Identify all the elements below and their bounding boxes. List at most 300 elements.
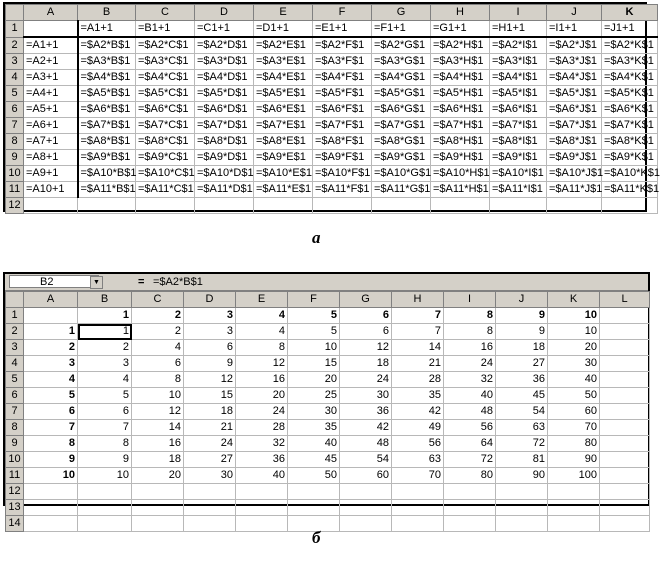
cell-h6[interactable]: 35 (392, 388, 444, 404)
cell-i1[interactable]: 8 (444, 308, 496, 324)
cell-d10[interactable]: 27 (184, 452, 236, 468)
column-header-h[interactable]: H (392, 292, 444, 308)
cell-a10[interactable]: 9 (24, 452, 78, 468)
cell-i12[interactable] (490, 198, 547, 214)
row-header-7[interactable]: 7 (6, 118, 24, 134)
column-header-b[interactable]: B (78, 5, 136, 21)
cell-k3[interactable]: 20 (548, 340, 600, 356)
cell-h13[interactable] (392, 500, 444, 516)
row-header-14[interactable]: 14 (6, 516, 24, 532)
row-header-2[interactable]: 2 (6, 37, 24, 54)
cell-f11[interactable]: =$A11*F$1 (313, 182, 372, 198)
cell-f8[interactable]: 35 (288, 420, 340, 436)
cell-f10[interactable]: =$A10*F$1 (313, 166, 372, 182)
cell-k8[interactable]: =$A8*K$1 (602, 134, 658, 150)
row-header-5[interactable]: 5 (6, 372, 24, 388)
cell-h9[interactable]: 56 (392, 436, 444, 452)
cell-i5[interactable]: 32 (444, 372, 496, 388)
row-header-8[interactable]: 8 (6, 134, 24, 150)
cell-b2[interactable]: 1 (78, 324, 132, 340)
cell-a12[interactable] (24, 484, 78, 500)
cell-b10[interactable]: 9 (78, 452, 132, 468)
cell-i7[interactable]: =$A7*I$1 (490, 118, 547, 134)
column-header-e[interactable]: E (236, 292, 288, 308)
cell-a1[interactable] (24, 308, 78, 324)
column-header-f[interactable]: F (313, 5, 372, 21)
cell-b12[interactable] (78, 198, 136, 214)
cell-f1[interactable]: 5 (288, 308, 340, 324)
column-header-h[interactable]: H (431, 5, 490, 21)
cell-d2[interactable]: 3 (184, 324, 236, 340)
name-box[interactable] (9, 275, 99, 288)
cell-k5[interactable]: =$A5*K$1 (602, 86, 658, 102)
cell-e11[interactable]: =$A11*E$1 (254, 182, 313, 198)
cell-e2[interactable]: 4 (236, 324, 288, 340)
cell-j10[interactable]: =$A10*J$1 (547, 166, 602, 182)
cell-k14[interactable] (548, 516, 600, 532)
row-header-2[interactable]: 2 (6, 324, 24, 340)
cell-j1[interactable]: 9 (496, 308, 548, 324)
cell-a4[interactable]: =A3+1 (24, 70, 78, 86)
column-header-a[interactable]: A (24, 5, 78, 21)
cell-a12[interactable] (24, 198, 78, 214)
cell-b3[interactable]: =$A3*B$1 (78, 54, 136, 70)
cell-b8[interactable]: 7 (78, 420, 132, 436)
row-header-3[interactable]: 3 (6, 340, 24, 356)
cell-g1[interactable]: =F1+1 (372, 21, 431, 38)
cell-c1[interactable]: =B1+1 (136, 21, 195, 38)
column-header-k[interactable]: K (548, 292, 600, 308)
cell-b6[interactable]: =$A6*B$1 (78, 102, 136, 118)
formula-input[interactable]: =$A2*B$1 (153, 276, 203, 288)
cell-h2[interactable]: =$A2*H$1 (431, 37, 490, 54)
cell-a5[interactable]: =A4+1 (24, 86, 78, 102)
cell-a7[interactable]: 6 (24, 404, 78, 420)
cell-i11[interactable]: =$A11*I$1 (490, 182, 547, 198)
cell-f13[interactable] (288, 500, 340, 516)
cell-k2[interactable]: =$A2*K$1 (602, 37, 658, 54)
cell-k4[interactable]: =$A4*K$1 (602, 70, 658, 86)
formula-equals-button[interactable]: = (138, 276, 145, 288)
cell-j8[interactable]: =$A8*J$1 (547, 134, 602, 150)
row-header-9[interactable]: 9 (6, 436, 24, 452)
cell-d1[interactable]: 3 (184, 308, 236, 324)
cell-c2[interactable]: 2 (132, 324, 184, 340)
cell-c5[interactable]: =$A5*C$1 (136, 86, 195, 102)
cell-e5[interactable]: 16 (236, 372, 288, 388)
cell-g6[interactable]: =$A6*G$1 (372, 102, 431, 118)
row-header-7[interactable]: 7 (6, 404, 24, 420)
cell-l11[interactable] (600, 468, 650, 484)
cell-g3[interactable]: 12 (340, 340, 392, 356)
cell-c1[interactable]: 2 (132, 308, 184, 324)
cell-c8[interactable]: =$A8*C$1 (136, 134, 195, 150)
cell-e12[interactable] (236, 484, 288, 500)
cell-k8[interactable]: 70 (548, 420, 600, 436)
cell-k11[interactable]: =$A11*K$1 (602, 182, 658, 198)
cell-c6[interactable]: =$A6*C$1 (136, 102, 195, 118)
row-header-6[interactable]: 6 (6, 102, 24, 118)
cell-c11[interactable]: =$A11*C$1 (136, 182, 195, 198)
cell-l1[interactable] (600, 308, 650, 324)
cell-h2[interactable]: 7 (392, 324, 444, 340)
cell-g1[interactable]: 6 (340, 308, 392, 324)
cell-d9[interactable]: =$A9*D$1 (195, 150, 254, 166)
cell-a2[interactable]: =A1+1 (24, 37, 78, 54)
cell-e10[interactable]: 36 (236, 452, 288, 468)
chevron-down-icon[interactable]: ▼ (90, 276, 103, 289)
cell-d8[interactable]: =$A8*D$1 (195, 134, 254, 150)
row-header-9[interactable]: 9 (6, 150, 24, 166)
cell-g3[interactable]: =$A3*G$1 (372, 54, 431, 70)
column-header-l[interactable]: L (600, 292, 650, 308)
cell-d8[interactable]: 21 (184, 420, 236, 436)
cell-d11[interactable]: 30 (184, 468, 236, 484)
cell-g11[interactable]: 60 (340, 468, 392, 484)
cell-k12[interactable] (548, 484, 600, 500)
cell-l8[interactable] (600, 420, 650, 436)
cell-d3[interactable]: 6 (184, 340, 236, 356)
column-header-d[interactable]: D (184, 292, 236, 308)
cell-d5[interactable]: 12 (184, 372, 236, 388)
row-header-12[interactable]: 12 (6, 484, 24, 500)
cell-i8[interactable]: =$A8*I$1 (490, 134, 547, 150)
cell-b11[interactable]: 10 (78, 468, 132, 484)
cell-e14[interactable] (236, 516, 288, 532)
cell-e9[interactable]: =$A9*E$1 (254, 150, 313, 166)
cell-e3[interactable]: =$A3*E$1 (254, 54, 313, 70)
cell-f4[interactable]: =$A4*F$1 (313, 70, 372, 86)
row-header-3[interactable]: 3 (6, 54, 24, 70)
cell-i5[interactable]: =$A5*I$1 (490, 86, 547, 102)
cell-d7[interactable]: =$A7*D$1 (195, 118, 254, 134)
cell-i2[interactable]: 8 (444, 324, 496, 340)
column-header-g[interactable]: G (340, 292, 392, 308)
cell-b5[interactable]: =$A5*B$1 (78, 86, 136, 102)
cell-e2[interactable]: =$A2*E$1 (254, 37, 313, 54)
cell-j13[interactable] (496, 500, 548, 516)
cell-a3[interactable]: =A2+1 (24, 54, 78, 70)
cell-a5[interactable]: 4 (24, 372, 78, 388)
cell-a9[interactable]: =A8+1 (24, 150, 78, 166)
cell-b9[interactable]: =$A9*B$1 (78, 150, 136, 166)
cell-k7[interactable]: 60 (548, 404, 600, 420)
cell-i8[interactable]: 56 (444, 420, 496, 436)
column-header-d[interactable]: D (195, 5, 254, 21)
cell-a8[interactable]: =A7+1 (24, 134, 78, 150)
cell-i9[interactable]: =$A9*I$1 (490, 150, 547, 166)
cell-k1[interactable]: 10 (548, 308, 600, 324)
cell-e1[interactable]: 4 (236, 308, 288, 324)
cell-c14[interactable] (132, 516, 184, 532)
cell-j4[interactable]: =$A4*J$1 (547, 70, 602, 86)
column-header-i[interactable]: I (444, 292, 496, 308)
row-header-11[interactable]: 11 (6, 468, 24, 484)
cell-l5[interactable] (600, 372, 650, 388)
cell-b3[interactable]: 2 (78, 340, 132, 356)
cell-j9[interactable]: 72 (496, 436, 548, 452)
column-header-b[interactable]: B (78, 292, 132, 308)
column-header-e[interactable]: E (254, 5, 313, 21)
column-header-j[interactable]: J (496, 292, 548, 308)
cell-f12[interactable] (288, 484, 340, 500)
cell-d7[interactable]: 18 (184, 404, 236, 420)
cell-b2[interactable]: =$A2*B$1 (78, 37, 136, 54)
cell-g12[interactable] (372, 198, 431, 214)
cell-c3[interactable]: 4 (132, 340, 184, 356)
cell-g2[interactable]: =$A2*G$1 (372, 37, 431, 54)
cell-k5[interactable]: 40 (548, 372, 600, 388)
cell-a13[interactable] (24, 500, 78, 516)
column-header-c[interactable]: C (136, 5, 195, 21)
cell-a7[interactable]: =A6+1 (24, 118, 78, 134)
cell-a10[interactable]: =A9+1 (24, 166, 78, 182)
cell-e4[interactable]: =$A4*E$1 (254, 70, 313, 86)
cell-j12[interactable] (496, 484, 548, 500)
cell-h5[interactable]: =$A5*H$1 (431, 86, 490, 102)
cell-k9[interactable]: =$A9*K$1 (602, 150, 658, 166)
cell-e5[interactable]: =$A5*E$1 (254, 86, 313, 102)
cell-h7[interactable]: =$A7*H$1 (431, 118, 490, 134)
cell-c7[interactable]: =$A7*C$1 (136, 118, 195, 134)
cell-g10[interactable]: =$A10*G$1 (372, 166, 431, 182)
cell-k6[interactable]: =$A6*K$1 (602, 102, 658, 118)
cell-h4[interactable]: =$A4*H$1 (431, 70, 490, 86)
cell-h10[interactable]: 63 (392, 452, 444, 468)
cell-g7[interactable]: =$A7*G$1 (372, 118, 431, 134)
cell-a1[interactable] (24, 21, 78, 38)
cell-i6[interactable]: =$A6*I$1 (490, 102, 547, 118)
cell-a6[interactable]: =A5+1 (24, 102, 78, 118)
select-all-corner[interactable] (6, 5, 24, 21)
cell-g9[interactable]: =$A9*G$1 (372, 150, 431, 166)
cell-f11[interactable]: 50 (288, 468, 340, 484)
cell-f2[interactable]: 5 (288, 324, 340, 340)
column-header-j[interactable]: J (547, 5, 602, 21)
cell-b11[interactable]: =$A11*B$1 (78, 182, 136, 198)
cell-c5[interactable]: 8 (132, 372, 184, 388)
cell-j8[interactable]: 63 (496, 420, 548, 436)
cell-f6[interactable]: 25 (288, 388, 340, 404)
row-header-13[interactable]: 13 (6, 500, 24, 516)
select-all-corner[interactable] (6, 292, 24, 308)
cell-d4[interactable]: 9 (184, 356, 236, 372)
column-header-k[interactable]: K (602, 5, 658, 21)
cell-f3[interactable]: 10 (288, 340, 340, 356)
cell-i6[interactable]: 40 (444, 388, 496, 404)
cell-l14[interactable] (600, 516, 650, 532)
cell-c9[interactable]: =$A9*C$1 (136, 150, 195, 166)
cell-h9[interactable]: =$A9*H$1 (431, 150, 490, 166)
cell-l12[interactable] (600, 484, 650, 500)
cell-g5[interactable]: =$A5*G$1 (372, 86, 431, 102)
column-header-f[interactable]: F (288, 292, 340, 308)
cell-h8[interactable]: =$A8*H$1 (431, 134, 490, 150)
cell-a8[interactable]: 7 (24, 420, 78, 436)
cell-e9[interactable]: 32 (236, 436, 288, 452)
cell-g6[interactable]: 30 (340, 388, 392, 404)
cell-j7[interactable]: =$A7*J$1 (547, 118, 602, 134)
cell-j5[interactable]: =$A5*J$1 (547, 86, 602, 102)
cell-d4[interactable]: =$A4*D$1 (195, 70, 254, 86)
cell-e8[interactable]: 28 (236, 420, 288, 436)
cell-j3[interactable]: 18 (496, 340, 548, 356)
cell-i3[interactable]: =$A3*I$1 (490, 54, 547, 70)
column-header-a[interactable]: A (24, 292, 78, 308)
cell-c9[interactable]: 16 (132, 436, 184, 452)
cell-e6[interactable]: 20 (236, 388, 288, 404)
cell-i10[interactable]: 72 (444, 452, 496, 468)
cell-b4[interactable]: 3 (78, 356, 132, 372)
cell-j14[interactable] (496, 516, 548, 532)
cell-e13[interactable] (236, 500, 288, 516)
cell-h12[interactable] (431, 198, 490, 214)
cell-c7[interactable]: 12 (132, 404, 184, 420)
cell-d2[interactable]: =$A2*D$1 (195, 37, 254, 54)
cell-g4[interactable]: =$A4*G$1 (372, 70, 431, 86)
cell-b4[interactable]: =$A4*B$1 (78, 70, 136, 86)
cell-f6[interactable]: =$A6*F$1 (313, 102, 372, 118)
cell-d11[interactable]: =$A11*D$1 (195, 182, 254, 198)
cell-b10[interactable]: =$A10*B$1 (78, 166, 136, 182)
cell-f4[interactable]: 15 (288, 356, 340, 372)
cell-g14[interactable] (340, 516, 392, 532)
cell-l7[interactable] (600, 404, 650, 420)
cell-f7[interactable]: 30 (288, 404, 340, 420)
cell-l4[interactable] (600, 356, 650, 372)
cell-j2[interactable]: =$A2*J$1 (547, 37, 602, 54)
cell-b7[interactable]: 6 (78, 404, 132, 420)
cell-g5[interactable]: 24 (340, 372, 392, 388)
cell-j11[interactable]: =$A11*J$1 (547, 182, 602, 198)
cell-h3[interactable]: 14 (392, 340, 444, 356)
cell-a6[interactable]: 5 (24, 388, 78, 404)
cell-f2[interactable]: =$A2*F$1 (313, 37, 372, 54)
cell-j4[interactable]: 27 (496, 356, 548, 372)
cell-l2[interactable] (600, 324, 650, 340)
column-header-c[interactable]: C (132, 292, 184, 308)
cell-j10[interactable]: 81 (496, 452, 548, 468)
cell-j2[interactable]: 9 (496, 324, 548, 340)
cell-l9[interactable] (600, 436, 650, 452)
cell-d10[interactable]: =$A10*D$1 (195, 166, 254, 182)
row-header-1[interactable]: 1 (6, 21, 24, 38)
cell-e1[interactable]: =D1+1 (254, 21, 313, 38)
cell-e11[interactable]: 40 (236, 468, 288, 484)
cell-k1[interactable]: =J1+1 (602, 21, 658, 38)
cell-c4[interactable]: =$A4*C$1 (136, 70, 195, 86)
cell-c4[interactable]: 6 (132, 356, 184, 372)
cell-g2[interactable]: 6 (340, 324, 392, 340)
cell-h12[interactable] (392, 484, 444, 500)
cell-f9[interactable]: =$A9*F$1 (313, 150, 372, 166)
row-header-12[interactable]: 12 (6, 198, 24, 214)
cell-e12[interactable] (254, 198, 313, 214)
cell-j6[interactable]: 45 (496, 388, 548, 404)
cell-g9[interactable]: 48 (340, 436, 392, 452)
cell-h1[interactable]: 7 (392, 308, 444, 324)
cell-d14[interactable] (184, 516, 236, 532)
cell-e3[interactable]: 8 (236, 340, 288, 356)
cell-a11[interactable]: =A10+1 (24, 182, 78, 198)
cell-k10[interactable]: 90 (548, 452, 600, 468)
cell-h7[interactable]: 42 (392, 404, 444, 420)
cell-k7[interactable]: =$A7*K$1 (602, 118, 658, 134)
cell-k3[interactable]: =$A3*K$1 (602, 54, 658, 70)
cell-j5[interactable]: 36 (496, 372, 548, 388)
cell-b1[interactable]: =A1+1 (78, 21, 136, 38)
cell-f7[interactable]: =$A7*F$1 (313, 118, 372, 134)
cell-d3[interactable]: =$A3*D$1 (195, 54, 254, 70)
cell-a4[interactable]: 3 (24, 356, 78, 372)
cell-i3[interactable]: 16 (444, 340, 496, 356)
cell-k9[interactable]: 80 (548, 436, 600, 452)
cell-h11[interactable]: =$A11*H$1 (431, 182, 490, 198)
cell-i14[interactable] (444, 516, 496, 532)
cell-i11[interactable]: 80 (444, 468, 496, 484)
column-header-g[interactable]: G (372, 5, 431, 21)
cell-i9[interactable]: 64 (444, 436, 496, 452)
cell-j7[interactable]: 54 (496, 404, 548, 420)
cell-k11[interactable]: 100 (548, 468, 600, 484)
cell-f1[interactable]: =E1+1 (313, 21, 372, 38)
cell-k2[interactable]: 10 (548, 324, 600, 340)
cell-e10[interactable]: =$A10*E$1 (254, 166, 313, 182)
row-header-4[interactable]: 4 (6, 356, 24, 372)
cell-e6[interactable]: =$A6*E$1 (254, 102, 313, 118)
cell-l3[interactable] (600, 340, 650, 356)
cell-k13[interactable] (548, 500, 600, 516)
cell-l10[interactable] (600, 452, 650, 468)
cell-i12[interactable] (444, 484, 496, 500)
row-header-1[interactable]: 1 (6, 308, 24, 324)
cell-i4[interactable]: =$A4*I$1 (490, 70, 547, 86)
cell-k4[interactable]: 30 (548, 356, 600, 372)
row-header-6[interactable]: 6 (6, 388, 24, 404)
cell-c8[interactable]: 14 (132, 420, 184, 436)
cell-f12[interactable] (313, 198, 372, 214)
cell-d6[interactable]: 15 (184, 388, 236, 404)
cell-f5[interactable]: 20 (288, 372, 340, 388)
cell-h8[interactable]: 49 (392, 420, 444, 436)
cell-c13[interactable] (132, 500, 184, 516)
cell-b9[interactable]: 8 (78, 436, 132, 452)
cell-b5[interactable]: 4 (78, 372, 132, 388)
cell-h1[interactable]: =G1+1 (431, 21, 490, 38)
cell-h10[interactable]: =$A10*H$1 (431, 166, 490, 182)
cell-d12[interactable] (195, 198, 254, 214)
cell-c12[interactable] (132, 484, 184, 500)
cell-e4[interactable]: 12 (236, 356, 288, 372)
cell-d6[interactable]: =$A6*D$1 (195, 102, 254, 118)
cell-h3[interactable]: =$A3*H$1 (431, 54, 490, 70)
cell-j6[interactable]: =$A6*J$1 (547, 102, 602, 118)
cell-i4[interactable]: 24 (444, 356, 496, 372)
cell-j3[interactable]: =$A3*J$1 (547, 54, 602, 70)
cell-j12[interactable] (547, 198, 602, 214)
cell-c6[interactable]: 10 (132, 388, 184, 404)
cell-g8[interactable]: =$A8*G$1 (372, 134, 431, 150)
row-header-10[interactable]: 10 (6, 452, 24, 468)
cell-a2[interactable]: 1 (24, 324, 78, 340)
cell-g12[interactable] (340, 484, 392, 500)
cell-k10[interactable]: =$A10*K$1 (602, 166, 658, 182)
cell-b1[interactable]: 1 (78, 308, 132, 324)
row-header-11[interactable]: 11 (6, 182, 24, 198)
cell-i10[interactable]: =$A10*I$1 (490, 166, 547, 182)
cell-g4[interactable]: 18 (340, 356, 392, 372)
cell-l6[interactable] (600, 388, 650, 404)
